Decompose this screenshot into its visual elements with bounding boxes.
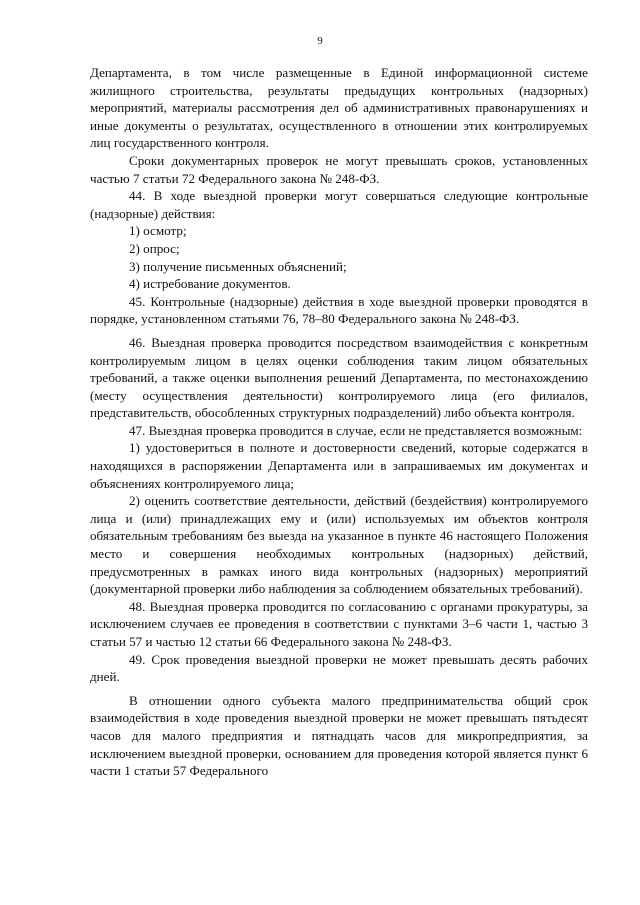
paragraph-44: 44. В ходе выездной проверки могут совершаться следующие контрольные (надзорные) действия: (90, 188, 588, 221)
list-item: 4) истребование документов. (129, 276, 291, 292)
document-body (90, 64, 588, 780)
paragraph-47-item-1: 1) удостовериться в полноте и достоверности сведений, которые содержатся в находящихся в распоряжении Департамента или в запрашиваемых им документах и объяснениях контролируемого лица; (90, 440, 588, 491)
list-item: 1) осмотр; (129, 223, 187, 239)
paragraph-48: 48. Выездная проверка проводится по согласованию с органами прокуратуры, за исключением случаев ее проведения в соответствии с пунктами 3–6 части 1, частью 3 статьи 57 и частью 12 статьи 66 Федерального закона № 248-ФЗ. (90, 598, 588, 649)
paragraph-47: 47. Выездная проверка проводится в случае, если не представляется возможным: (129, 422, 583, 438)
paragraph-47-item-2: 2) оценить соответствие деятельности, действий (бездействия) контролируемого лица и (или) принадлежащих ему и (или) используемых им объектов контроля обязательным требованиям без выезда на указанное в пункте 46 настоящего Положения место и совершения необходимых контрольных (надзорных) действий, предусмотренных в рамках иного вида контрольных (надзорных) мероприятий (документарной проверки либо наблюдения за соблюдением обязательных требований). (90, 493, 588, 597)
paragraph-documentary-terms: Сроки документарных проверок не могут превышать сроков, установленных частью 7 статьи 72 Федерального закона № 248-ФЗ. (90, 152, 588, 186)
paragraph-small-business-term: В отношении одного субъекта малого предпринимательства общий срок взаимодействия в ходе проведения выездной проверки не может превышать пятьдесят часов для малого предприятия и пятнадцать часов для микропредприятия, за исключением выездной проверки, основанием для проведения которой является пункт 6 части 1 статьи 57 Федерального (90, 692, 588, 779)
list-item: 2) опрос; (129, 240, 180, 256)
paragraph-46: 46. Выездная проверка проводится посредством взаимодействия с конкретным контролируемым лицом в целях оценки соблюдения таким лицом обязательных требований, а также оценки выполнения решений Департамента, по местонахождению (месту осуществления деятельности) контролируемого лица (его филиалов, представительств, обособленных структурных подразделений) либо объекта контроля. (90, 334, 588, 421)
paragraph-49: 49. Срок проведения выездной проверки не может превышать десять рабочих дней. (90, 651, 588, 685)
paragraph-45: 45. Контрольные (надзорные) действия в ходе выездной проверки проводятся в порядке, установленном статьями 76, 78–80 Федерального закона № 248-ФЗ. (90, 293, 588, 327)
page-number: 9 (317, 35, 323, 47)
list-item: 3) получение письменных объяснений; (129, 258, 347, 274)
paragraph-continuation: Департамента, в том числе размещенные в Единой информационной системе жилищного строительства, результаты предыдущих контрольных (надзорных) мероприятий, материалы рассмотрения дел об административных правонарушениях и иные документы о результатах, осуществленного в отношении этих контролируемых лиц государственного контроля. (90, 65, 588, 151)
